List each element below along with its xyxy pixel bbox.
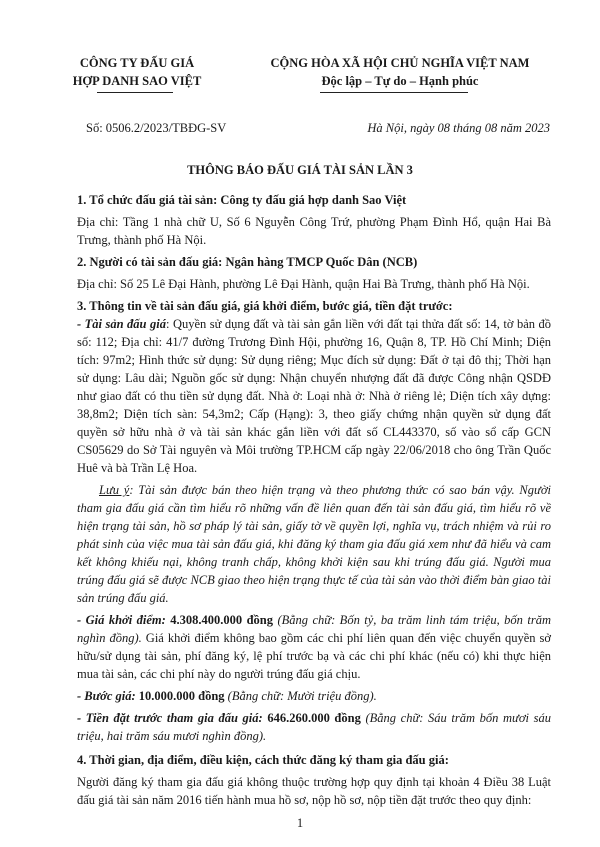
asset-text: : Quyền sử dụng đất và tài sản gắn liền với đất tại thửa đất số: 14, tờ bản đồ số: 112; Địa chỉ: 41/7 đường Trương Đình Hội, phường 16, Quận 8, TP. Hồ Chí Minh; Diện tích: 97m2; Hình thức sử dụng: Sử dụng riêng; Mục đích sử dụng: Đất ở tại đô thị; Thời hạn sử dụng: Lâu dài; Nguồn gốc sử dụng: Nhận chuyển nhượng đất đã được Công nhận QSDĐ như giao đất có thu tiền sử dụng đất. Nhà ở: Loại nhà ở: Nhà ở riêng lẻ; Diện tích xây dựng: 38,8m2; Diện tích sàn: 54,3m2; Cấp (Hạng): 3, theo giấy chứng nhận quyền sử dụng đất quyền sở hữu nhà ở và tài sản khác gắn liền với đất số CL443370, số vào sổ cấp GCN CS05629 do Sở Tài nguyên và Môi trường TP.HCM cấp ngày 22/06/2018 cho ông Trần Quốc Huê và bà Trần Lệ Hoa. [77,317,552,475]
section-2-address: Địa chỉ: Số 25 Lê Đại Hành, phường Lê Đại Hành, quận Hai Bà Trưng, thành phố Hà Nội. [77,277,530,291]
note-text: : Tài sản được bán theo hiện trạng và theo phương thức có sao bán vậy. Người tham gia đấu giá cần tìm hiểu rõ những vấn đề liên quan đến tài sản đấu giá, tìm hiểu rõ về hiện trạng tài sản, hồ sơ pháp lý tài sản, giấy tờ về quyền lợi, nghĩa vụ, trách nhiệm và rủi ro phát sinh của việc mua tài sản đấu giá, khi đăng ký tham gia đấu giá xem như đã hiểu và cam kết không khiếu nại, không tranh chấp, không khởi kiện sau khi trúng đấu giá. Người mua trúng đấu giá sẽ được NCB giao theo hiện trạng thực tế của tài sản vào thời điểm bàn giao tài sản trúng đấu giá. [77,483,551,605]
deposit-value: 646.260.000 đồng [267,711,361,725]
section-2-heading: 2. Người có tài sản đấu giá: Ngân hàng TMCP Quốc Dân (NCB) [77,255,418,269]
start-price-value: 4.308.400.000 đồng [170,613,273,627]
section-4-text: Người đăng ký tham gia đấu giá không thuộc trường hợp quy định tại khoản 4 Điều 38 Luật đấu giá tài sản năm 2016 tiến hành mua hồ sơ, nộp hồ sơ, nộp tiền đặt trước theo quy định: [77,775,551,807]
national-motto: Độc lập – Tự do – Hạnh phúc [321,74,479,88]
nation-name: CỘNG HÒA XÃ HỘI CHỦ NGHĨA VIỆT NAM [270,56,530,70]
org-underline [97,92,173,93]
section-1-heading: 1. Tổ chức đấu giá tài sản: Công ty đấu giá hợp danh Sao Việt [77,193,407,207]
document-title: THÔNG BÁO ĐẤU GIÁ TÀI SẢN LẦN 3 [187,163,413,177]
start-price-paragraph [77,611,551,683]
deposit-words: (Bằng chữ: Sáu trăm bốn mươi sáu triệu, hai trăm sáu mươi nghìn đồng). [77,711,552,743]
step-label: - Bước giá: [77,689,136,703]
section-4-heading: 4. Thời gian, địa điểm, điều kiện, cách thức đăng ký tham gia đấu giá: [77,753,449,767]
note-paragraph [77,481,551,607]
step-paragraph [77,687,551,705]
document-body [77,191,551,809]
reference-number: Số: 0506.2/2023/TBĐG-SV [86,121,227,135]
org-name-line2: HỢP DANH SAO VIỆT [72,74,202,88]
organization-header [62,54,212,90]
dateline: Hà Nội, ngày 08 tháng 08 năm 2023 [367,121,550,135]
section-3-heading: 3. Thông tin về tài sản đấu giá, giá khởi điểm, bước giá, tiền đặt trước: [77,299,453,313]
start-price-words: (Bằng chữ: Bốn tỷ, ba trăm linh tám triệu, bốn trăm nghìn đồng). [77,613,551,645]
motto-underline [320,92,468,93]
deposit-paragraph [77,709,551,745]
deposit-label: - Tiền đặt trước tham gia đấu giá: [77,711,263,725]
step-words: (Bằng chữ: Mười triệu đồng). [227,689,377,703]
section-1-address: Địa chỉ: Tầng 1 nhà chữ U, Số 6 Nguyễn Công Trứ, phường Phạm Đình Hổ, quận Hai Bà Trưng, thành phố Hà Nội. [77,215,551,247]
asset-paragraph [77,315,551,477]
page-number: 1 [296,816,304,830]
asset-label: - Tài sản đấu giá [77,317,166,331]
note-label: Lưu ý [99,483,130,497]
national-header [250,54,550,90]
step-value: 10.000.000 đồng [138,689,225,703]
org-name-line1: CÔNG TY ĐẤU GIÁ [79,56,195,70]
start-price-label: - Giá khởi điểm: [77,613,166,627]
start-price-note: Giá khởi điểm không bao gồm các chi phí liên quan đến việc chuyển quyền sở hữu/sử dụng tài sản, phí đăng ký, lệ phí trước bạ và các chi phí khác (nếu có) khi thực hiện mua tài sản, các chi phí này do người trúng đấu giá chịu. [77,631,552,681]
